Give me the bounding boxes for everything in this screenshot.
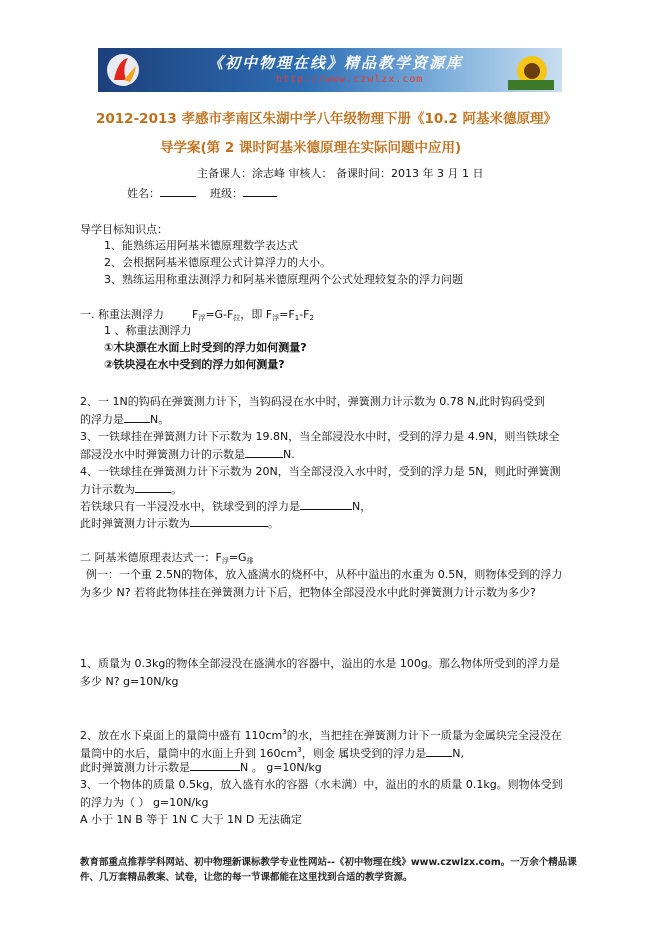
- answer-blank: [124, 411, 150, 423]
- name-blank: [160, 185, 196, 197]
- section-1-heading: 一. 称重法测浮力: [80, 308, 164, 321]
- question-1-line-2: 多少 N? g=10N/kg: [80, 675, 179, 688]
- banner-url: http://www.czwlzx.com: [276, 74, 424, 85]
- problem-3-line-2: 部浸没水中时弹簧测力计的示数是 N.: [80, 448, 295, 461]
- class-label: 班级：: [210, 187, 243, 200]
- site-logo-icon: [104, 52, 142, 88]
- question-1-line-1: 1、质量为 0.3kg的物体全部浸没在盛满水的容器中，溢出的水是 100g。那么物体所受到的浮力是: [80, 657, 560, 670]
- problem-4-line-4: 此时弹簧测力计示数为 。: [80, 517, 279, 530]
- question-3-line-2: 的浮力为（ ） g=10N/kg: [80, 796, 209, 809]
- problem-3-line-1: 3、一铁球挂在弹簧测力计下示数为 19.8N，当全部浸没水中时，受到的浮力是 4.9N，则当铁球全: [80, 430, 560, 443]
- goal-item-1: 1、能熟练运用阿基米德原理数学表达式: [104, 239, 298, 252]
- problem-2-line-1: 2、一 1N的钩码在弹簧测力计下，当钩码浸在水中时，弹簧测力计示数为 0.78 N,此时钩码受到: [80, 395, 545, 408]
- example-1-line-1: 例一：一个重 2.5N的物体，放入盛满水的烧杯中，从杯中溢出的水重为 0.5N，则物体受到的浮力: [86, 568, 563, 581]
- footer-line-2: 件、几万套精品教案、试卷，让您的每一节课都能在这里找到合适的教学资源。: [80, 872, 413, 883]
- answer-blank: [300, 498, 352, 510]
- document-subtitle: 导学案(第 2 课时阿基米德原理在实际问题中应用): [160, 140, 462, 156]
- answer-blank: [426, 745, 452, 757]
- goals-title: 导学目标知识点：: [80, 223, 168, 236]
- example-1-line-2: 为多少 N? 若将此物体挂在弹簧测力计下后，把物体全部浸没水中此时弹簧测力计示数为多少?: [80, 586, 536, 599]
- section-1-subtitle: 1 、称重法测浮力: [104, 324, 192, 337]
- answer-blank: [190, 515, 268, 527]
- question-2-line-2: 量筒中的水后，量筒中的水面上升到 $160cm^3$，则金 属块受到的浮力是 N,: [80, 746, 464, 760]
- question-iron: ②铁块浸在水中受到的浮力如何测量?: [104, 358, 285, 371]
- problem-4-line-2: 力计示数为 。: [80, 483, 182, 496]
- document-title: 2012-2013 孝感市孝南区朱湖中学八年级物理下册《10.2 阿基米德原理》: [96, 111, 557, 127]
- formula-weighing: $F_浮=G-F_拉$，即 $F_浮=F_1-F_2$: [191, 308, 314, 322]
- answer-blank: [190, 759, 240, 771]
- problem-4-line-1: 4、一铁球挂在弹簧测力计下示数为 20N，当全部浸没入水中时，受到的浮力是 5N，则此时弹簧测: [80, 465, 561, 478]
- header-banner: [98, 48, 562, 92]
- name-class-line: [127, 185, 277, 202]
- goal-item-2: 2、会根据阿基米德原理公式计算浮力的大小。: [104, 256, 331, 269]
- problem-2-line-2: 的浮力是 N。: [80, 413, 170, 426]
- author-info: 主备课人：涂志峰 审核人： 备课时间：2013 年 3 月 1 日: [197, 167, 484, 180]
- answer-blank: [245, 446, 283, 458]
- sunflower-icon: [508, 52, 554, 90]
- question-3-options: A 小于 1N B 等于 1N C 大于 1N D 无法确定: [80, 813, 302, 826]
- question-2-line-3: 此时弹簧测力计示数是 N 。 g=10N/kg: [80, 761, 322, 774]
- problem-4-line-3: 若铁球只有一半浸没水中，铁球受到的浮力是 N，: [80, 500, 372, 513]
- section-2-title: 二 阿基米德原理表达式一：$F_浮=G_排$: [80, 551, 254, 565]
- footer-line-1: 教育部重点推荐学科网站、初中物理新课标教学专业性网站--《初中物理在线》www.czwlzx.com。一万余个精品课: [80, 857, 577, 868]
- question-wood: ①木块漂在水面上时受到的浮力如何测量?: [104, 341, 307, 354]
- question-2-line-1: 2、放在水下桌面上的量筒中盛有 $110cm^3$的水，当把挂在弹簧测力计下一质量为金属块完全浸没在: [80, 728, 562, 742]
- answer-blank: [135, 481, 171, 493]
- banner-title: 《初中物理在线》精品教学资源库: [208, 54, 464, 72]
- name-label: 姓名：: [127, 187, 160, 200]
- class-blank: [243, 185, 277, 197]
- question-3-line-1: 3、一个物体的质量 0.5kg，放入盛有水的容器（水未满）中，溢出的水的质量 0.1kg。则物体受到: [80, 778, 563, 791]
- goal-item-3: 3、熟练运用称重法测浮力和阿基米德原理两个公式处理较复杂的浮力问题: [104, 273, 463, 286]
